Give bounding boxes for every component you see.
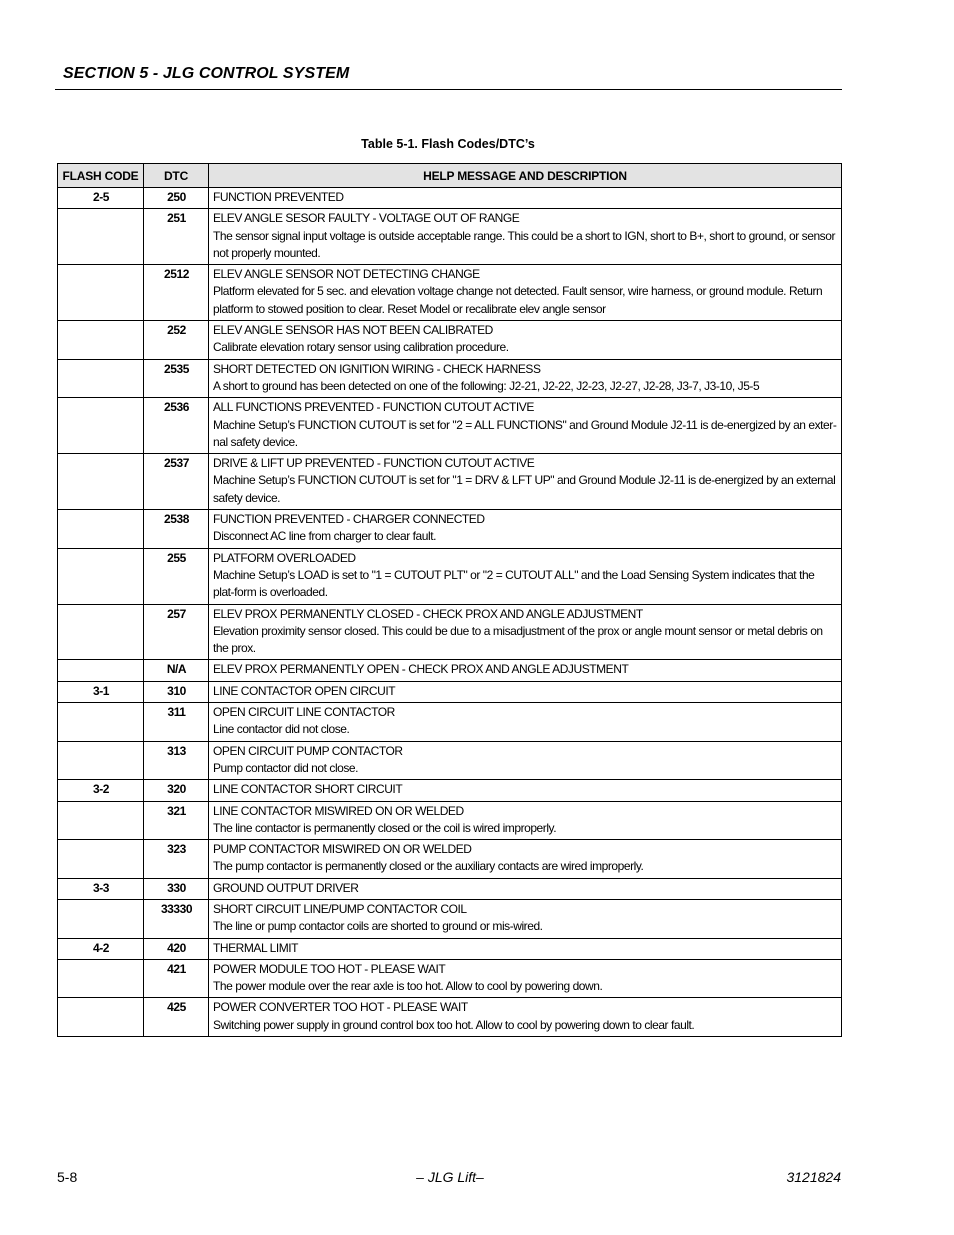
flash-code-cell [58,265,144,321]
dtc-cell: 330 [144,878,209,899]
fault-description: Platform elevated for 5 sec. and elevation voltage change not detected. Fault sensor, wire harness, or ground module. Return platform to stowed position to clear. Reset Model or recalibrate elev angle sensor [213,284,823,316]
dtc-cell: 313 [144,741,209,780]
fault-description: Disconnect AC line from charger to clear fault. [213,529,436,544]
fault-description: Machine Setup’s FUNCTION CUTOUT is set for "1 = DRV & LFT UP" and Ground Module J2-11 is de-energized by an external safety device. [213,473,836,505]
flash-code-cell [58,604,144,660]
flash-code-cell [58,398,144,454]
dtc-cell: 2512 [144,265,209,321]
description-cell [209,321,842,360]
help-message: ELEV ANGLE SENSOR HAS NOT BEEN CALIBRATED [213,323,493,338]
description-cell [209,840,842,879]
flash-code-cell [58,703,144,742]
description-cell [209,188,842,209]
help-message: FUNCTION PREVENTED - CHARGER CONNECTED [213,512,485,527]
help-message: ELEV PROX PERMANENTLY OPEN - CHECK PROX AND ANGLE ADJUSTMENT [213,662,629,677]
description-cell [209,510,842,549]
table-row [58,899,842,938]
table-row [58,188,842,209]
column-header-flash-code: FLASH CODE [58,164,144,188]
table-body [58,188,842,1037]
description-cell [209,398,842,454]
dtc-cell: 257 [144,604,209,660]
dtc-cell: 2538 [144,510,209,549]
table-row [58,604,842,660]
description-cell [209,878,842,899]
flash-code-cell: 3-3 [58,878,144,899]
description-cell [209,938,842,959]
flash-code-cell [58,660,144,681]
table-header-row [58,164,842,188]
table-row [58,801,842,840]
table-row [58,878,842,899]
flash-code-cell: 2-5 [58,188,144,209]
table-row [58,703,842,742]
fault-description: The pump contactor is permanently closed or the auxiliary contacts are wired improperly. [213,859,644,874]
help-message: POWER MODULE TOO HOT - PLEASE WAIT [213,961,446,976]
flash-code-cell [58,454,144,510]
description-cell [209,548,842,604]
description-cell [209,359,842,398]
help-message: OPEN CIRCUIT PUMP CONTACTOR [213,743,403,758]
table-row [58,510,842,549]
dtc-cell: 33330 [144,899,209,938]
table-row [58,780,842,801]
help-message: SHORT DETECTED ON IGNITION WIRING - CHECK HARNESS [213,361,541,376]
table-row [58,548,842,604]
flash-code-cell [58,741,144,780]
help-message: ALL FUNCTIONS PREVENTED - FUNCTION CUTOUT ACTIVE [213,400,534,415]
dtc-cell: N/A [144,660,209,681]
help-message: PLATFORM OVERLOADED [213,550,356,565]
description-cell [209,681,842,702]
description-cell [209,209,842,265]
help-message: OPEN CIRCUIT LINE CONTACTOR [213,705,395,720]
help-message: GROUND OUTPUT DRIVER [213,880,359,895]
flash-code-cell [58,899,144,938]
table-row [58,209,842,265]
flash-code-cell: 3-2 [58,780,144,801]
help-message: FUNCTION PREVENTED [213,190,344,204]
table-row [58,321,842,360]
description-cell [209,454,842,510]
table-row [58,454,842,510]
fault-description: The power module over the rear axle is too hot. Allow to cool by powering down. [213,979,603,994]
help-message: POWER CONVERTER TOO HOT - PLEASE WAIT [213,1000,468,1015]
dtc-cell: 323 [144,840,209,879]
page-number: 5-8 [57,1169,78,1185]
table-row [58,840,842,879]
fault-description: The line contactor is permanently closed or the coil is wired improperly. [213,820,557,835]
help-message: PUMP CONTACTOR MISWIRED ON OR WELDED [213,842,472,857]
dtc-cell: 255 [144,548,209,604]
document-number: 3121824 [786,1169,841,1185]
dtc-cell: 310 [144,681,209,702]
help-message: ELEV ANGLE SENSOR NOT DETECTING CHANGE [213,267,480,282]
header-divider [55,89,842,90]
description-cell [209,604,842,660]
fault-description: Pump contactor did not close. [213,760,359,775]
description-cell [209,703,842,742]
table-row [58,265,842,321]
flash-code-cell: 4-2 [58,938,144,959]
help-message: SHORT CIRCUIT LINE/PUMP CONTACTOR COIL [213,901,467,916]
flash-code-cell [58,510,144,549]
description-cell [209,660,842,681]
table-row [58,359,842,398]
table-row [58,398,842,454]
flash-code-cell [58,321,144,360]
table-row [58,959,842,998]
help-message: DRIVE & LIFT UP PREVENTED - FUNCTION CUTOUT ACTIVE [213,456,535,471]
help-message: LINE CONTACTOR SHORT CIRCUIT [213,782,403,797]
dtc-cell: 2536 [144,398,209,454]
description-cell [209,265,842,321]
flash-code-cell [58,840,144,879]
column-header-description: HELP MESSAGE AND DESCRIPTION [209,164,842,188]
dtc-cell: 311 [144,703,209,742]
dtc-cell: 425 [144,998,209,1037]
flash-code-cell [58,548,144,604]
table-row [58,998,842,1037]
dtc-cell: 320 [144,780,209,801]
table-title: Table 5-1. Flash Codes/DTC’s [361,137,535,151]
dtc-cell: 421 [144,959,209,998]
dtc-cell: 2535 [144,359,209,398]
description-cell [209,959,842,998]
help-message: THERMAL LIMIT [213,940,299,955]
flash-code-cell [58,801,144,840]
fault-description: Machine Setup’s FUNCTION CUTOUT is set for "2 = ALL FUNCTIONS" and Ground Module J2-11 is de-energized by an exter-nal safety device. [213,417,837,449]
table-row [58,660,842,681]
dtc-cell: 251 [144,209,209,265]
flash-code-cell [58,998,144,1037]
help-message: LINE CONTACTOR MISWIRED ON OR WELDED [213,803,464,818]
description-cell [209,741,842,780]
fault-description: Line contactor did not close. [213,722,350,737]
dtc-cell: 252 [144,321,209,360]
dtc-cell: 321 [144,801,209,840]
dtc-cell: 420 [144,938,209,959]
table-row [58,938,842,959]
fault-description: Elevation proximity sensor closed. This could be due to a misadjustment of the prox or angle mount sensor or metal debris on the prox. [213,623,823,656]
description-cell [209,899,842,938]
help-message: ELEV ANGLE SESOR FAULTY - VOLTAGE OUT OF RANGE [213,211,520,226]
flash-codes-table [57,163,842,1037]
description-cell [209,801,842,840]
fault-description: Machine Setup’s LOAD is set to "1 = CUTOUT PLT" or "2 = CUTOUT ALL" and the Load Sensing System indicates that the plat-form is overloaded. [213,567,815,600]
table-row [58,741,842,780]
dtc-cell: 2537 [144,454,209,510]
fault-description: Calibrate elevation rotary sensor using calibration procedure. [213,340,509,355]
flash-code-cell [58,209,144,265]
description-cell [209,780,842,801]
column-header-dtc: DTC [144,164,209,188]
description-cell [209,998,842,1037]
help-message: LINE CONTACTOR OPEN CIRCUIT [213,683,396,698]
fault-description: A short to ground has been detected on one of the following: J2-21, J2-22, J2-23, J2-27, J2-28, J3-7, J3-10, J5-5 [213,378,760,393]
table-row [58,681,842,702]
section-title: SECTION 5 - JLG CONTROL SYSTEM [63,65,350,82]
help-message: ELEV PROX PERMANENTLY CLOSED - CHECK PROX AND ANGLE ADJUSTMENT [213,606,643,621]
flash-code-cell: 3-1 [58,681,144,702]
fault-description: Switching power supply in ground control box too hot. Allow to cool by powering down to clear fault. [213,1017,695,1032]
footer-brand: – JLG Lift– [416,1169,484,1185]
flash-code-cell [58,959,144,998]
fault-description: The line or pump contactor coils are shorted to ground or mis-wired. [213,919,543,934]
flash-code-cell [58,359,144,398]
dtc-cell: 250 [144,188,209,209]
fault-description: The sensor signal input voltage is outside acceptable range. This could be a short to IGN, short to B+, short to ground, or sensor not properly mounted. [213,228,835,260]
